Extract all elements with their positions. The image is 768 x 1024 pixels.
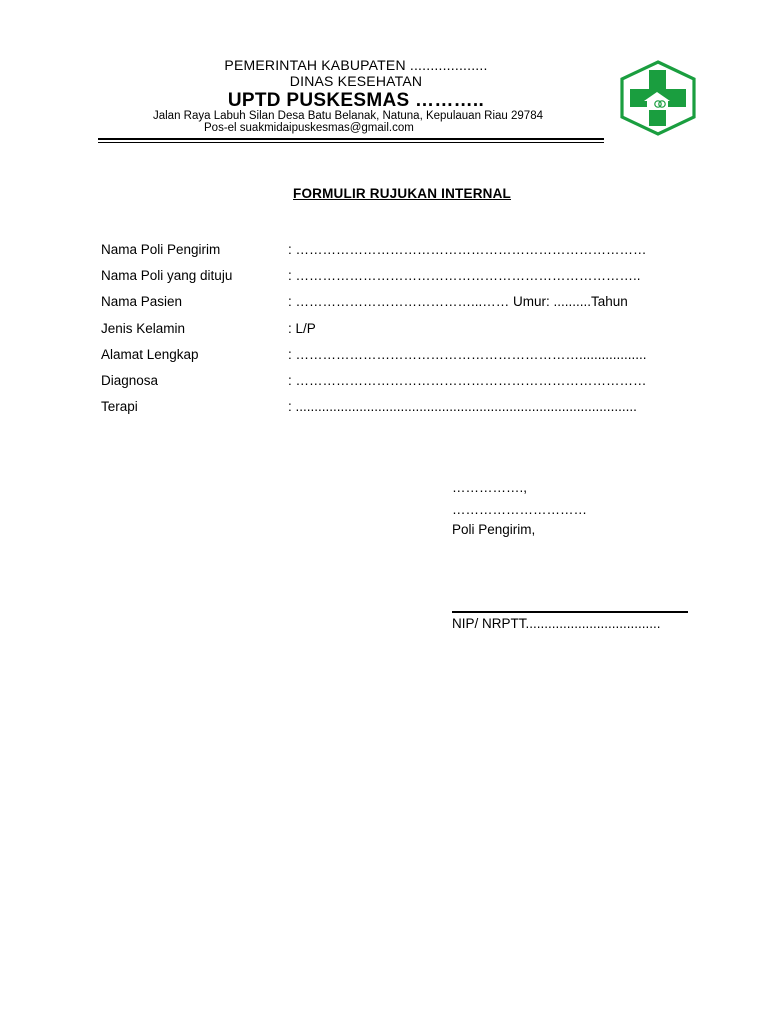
field-label: Diagnosa xyxy=(101,373,159,388)
department-line: DINAS KESEHATAN xyxy=(289,73,423,89)
field-value: : ........................................................................................... xyxy=(288,399,637,414)
signature-place: ……………., xyxy=(452,480,528,495)
email-line: Pos-el suakmidaipuskesmas@gmail.com xyxy=(204,122,414,134)
header-rule-thick xyxy=(98,138,604,140)
field-label: Jenis Kelamin xyxy=(101,321,186,336)
field-label: Terapi xyxy=(101,399,138,414)
signature-id-line: NIP/ NRPTT.................................... xyxy=(452,616,661,631)
field-value: : …………………………………………………………………… xyxy=(288,242,647,257)
header-rule-thin xyxy=(98,142,604,143)
signature-role: Poli Pengirim, xyxy=(452,522,536,537)
field-label: Alamat Lengkap xyxy=(101,347,199,362)
field-value: : ………………………………………………………………….. xyxy=(288,268,641,283)
form-title: FORMULIR RUJUKAN INTERNAL xyxy=(293,186,511,201)
field-value: : …………………………………………………………………… xyxy=(288,373,647,388)
puskesmas-cross-logo-icon xyxy=(619,60,697,136)
field-value: : …………………………………...…… Umur: ..........Tahun xyxy=(288,294,628,309)
signature-date: ………………………… xyxy=(452,502,587,517)
field-label: Nama Poli yang dituju xyxy=(101,268,233,283)
field-label: Nama Pasien xyxy=(101,294,183,309)
field-label: Nama Poli Pengirim xyxy=(101,242,221,257)
field-value: : ……………………………………………………….................. xyxy=(288,347,647,362)
signature-line xyxy=(452,611,688,613)
organization-name: UPTD PUSKESMAS ……….. xyxy=(227,90,485,111)
address-line: Jalan Raya Labuh Silan Desa Batu Belanak, Natuna, Kepulauan Riau 29784 xyxy=(152,110,543,122)
field-value: : L/P xyxy=(288,321,316,336)
government-line: PEMERINTAH KABUPATEN ................... xyxy=(224,57,488,73)
